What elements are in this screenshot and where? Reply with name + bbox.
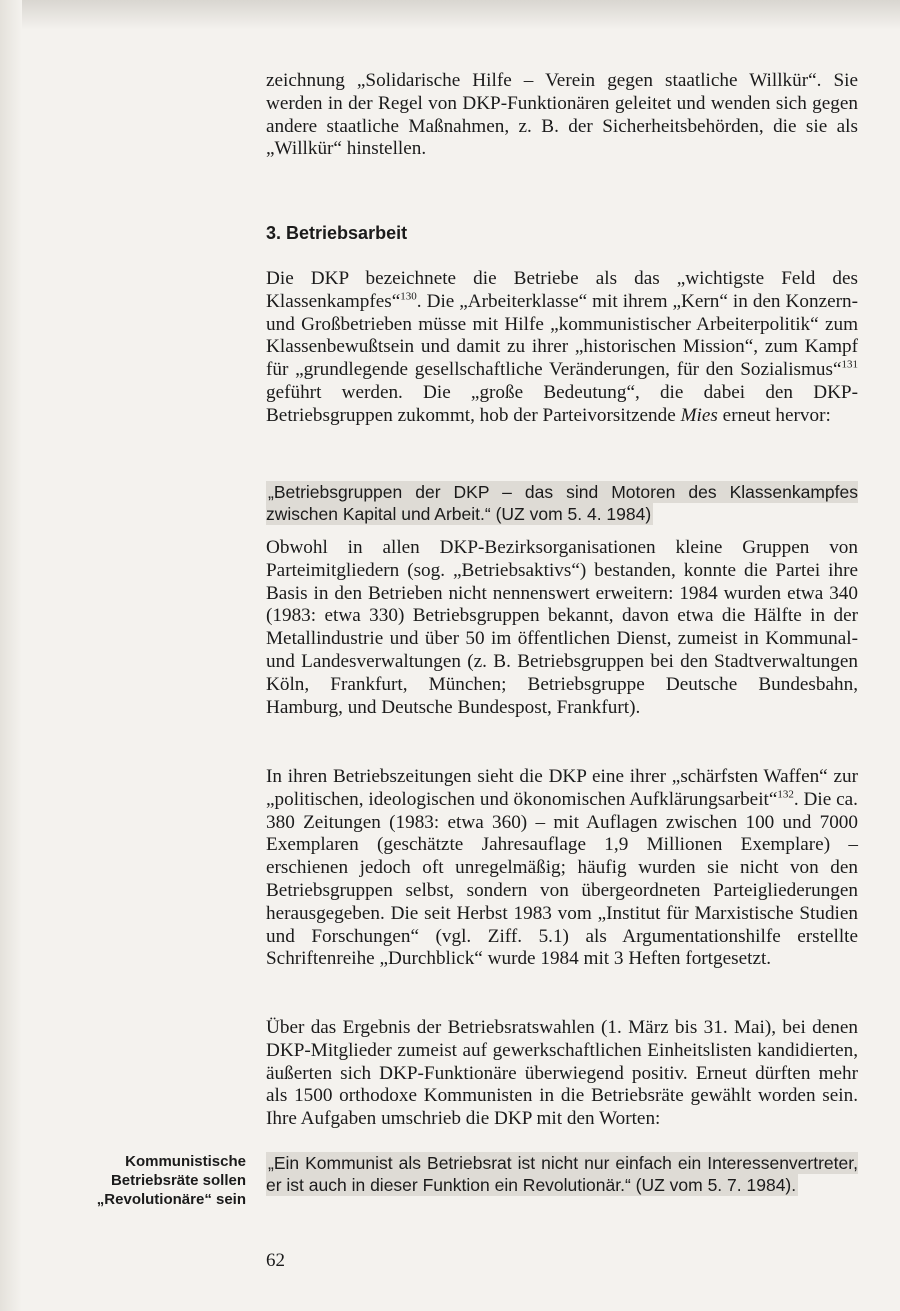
body3-part1: In ihren Betriebszeitungen sieht die DKP eine ihrer „schärfsten Waffen“ zur „politischen, ideologischen und ökonomischen Aufklärungsarbeit“ — [266, 766, 858, 810]
footnote-ref-132: 132 — [777, 788, 794, 801]
body4-text: Über das Ergebnis der Betriebsratswahlen (1. März bis 31. Mai), bei denen DKP-Mitglieder zumeist auf gewerkschaftlichen Einheitslisten kandidierten, äußerten sich DKP-Funktionäre überwiegend positiv. Erneut dürften mehr als 1500 orthodoxe Kommunisten in die Betriebsräte gewählt worden sein. Ihre Aufgaben umschrieb die DKP mit den Worten: — [266, 1017, 858, 1130]
page-scan-shadow-top — [0, 0, 900, 30]
intro-text: zeichnung „Solidarische Hilfe – Verein gegen staatliche Willkür“. Sie werden in der Regel von DKP-Funktionären geleitet und wenden sich gegen andere staatliche Maßnahmen, z. B. der Sicherheitsbehörden, die sie als „Willkür“ hinstellen. — [266, 70, 858, 160]
body1-part1: Die DKP bezeichnete die Betriebe als das „wichtigste Feld des Klassenkampfes“ — [266, 268, 858, 312]
section-number: 3. — [266, 223, 282, 243]
body-paragraph-1 — [266, 268, 858, 428]
section-heading — [266, 222, 858, 245]
footnote-ref-130: 130 — [400, 290, 417, 303]
footnote-ref-131: 131 — [841, 358, 858, 371]
body3-part2: . Die ca. 380 Zeitungen (1983: etwa 360) – mit Auflagen zwischen 100 und 7000 Exemplaren (geschätzte Jahresauflage 1,9 Millionen Exemplare) – erschienen jedoch oft unregelmäßig; häufig wurden sie nicht von den Betriebsgruppen selbst, sondern von übergeordneten Parteigliederungen herausgegeben. Die seit Herbst 1983 vom „Institut für Marxistische Studien und Forschungen“ (vgl. Ziff. 5.1) als Argumentationshilfe erstellte Schriftenreihe „Durchblick“ wurde 1984 mit 3 Heften fortgesetzt. — [266, 788, 858, 970]
body2-text: Obwohl in allen DKP-Bezirksorganisationen kleine Gruppen von Parteimitgliedern (sog. „Betriebsaktivs“) bestanden, konnte die Partei ihre Basis in den Betrieben nicht nennenswert erweitern: 1984 wurden etwa 340 (1983: etwa 330) Betriebsgruppen bekannt, davon etwa die Hälfte in der Metallindustrie und über 50 im öffentlichen Dienst, zumeist in Kommunal- und Landesverwaltungen (z. B. Betriebsgruppen bei den Stadtverwaltungen Köln, Frankfurt, München; Betriebsgruppe Deutsche Bundesbahn, Hamburg, und Deutsche Bundespost, Frankfurt). — [266, 537, 858, 718]
section-title: Betriebsarbeit — [286, 223, 408, 243]
intro-paragraph — [266, 70, 858, 161]
body-paragraph-4 — [266, 1017, 858, 1131]
quote2-text — [266, 1152, 858, 1196]
body3-text — [266, 766, 858, 971]
quote-block-1 — [266, 481, 858, 525]
body1-part2: . Die „Arbeiterklasse“ mit ihrem „Kern“ in den Konzern- und Großbetrieben müsse mit Hilfe „kommunistischer Arbeiterpolitik“ zum Klassenbewußtsein und damit zu ihrer „historischen Mission“, zum Kampf für „grundlegende gesellschaftliche Veränderungen, für den Sozialismus“ — [266, 290, 858, 381]
body1-part3: geführt werden. Die „große Bedeutung“, die dabei den DKP-Betriebsgruppen zukommt, hob der Parteivorsitzende — [266, 381, 858, 426]
body-paragraph-2 — [266, 537, 858, 719]
quote-block-2 — [266, 1152, 858, 1196]
page-scan-shadow-left — [0, 0, 22, 1311]
person-name-mies: Mies — [680, 404, 718, 426]
quote2-highlight: „Ein Kommunist als Betriebsrat ist nicht nur einfach ein Interessenvertreter, er ist auch in dieser Funktion ein Revolutionär.“ (UZ vom 5. 7. 1984). — [266, 1153, 858, 1195]
margin-note: Kommunistische Betriebsräte sollen „Revolutionäre“ sein — [96, 1153, 246, 1208]
quote1-text — [266, 481, 858, 525]
body-paragraph-3 — [266, 766, 858, 971]
body1-part4: erneut hervor: — [717, 404, 831, 426]
quote1-highlight: „Betriebsgruppen der DKP – das sind Motoren des Klassenkampfes zwischen Kapital und Arbeit.“ (UZ vom 5. 4. 1984) — [266, 482, 858, 524]
body1-text — [266, 268, 858, 428]
page-number: 62 — [266, 1250, 285, 1271]
